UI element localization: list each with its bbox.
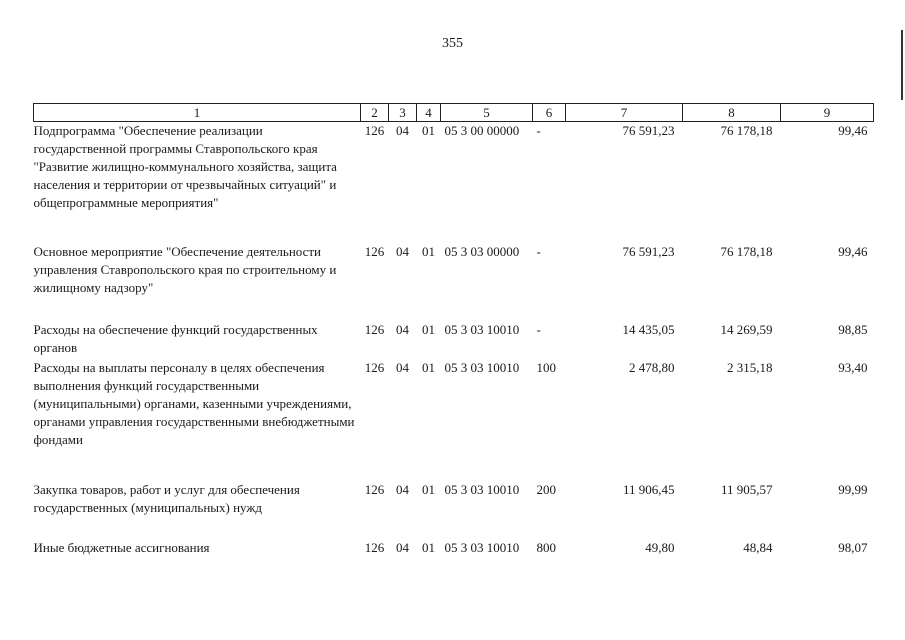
cell-target-code: 05 3 03 10010	[444, 481, 520, 497]
header-col-6: 6	[533, 104, 566, 122]
cell-plan: 76 591,23	[622, 243, 675, 259]
cell-expense-type: -	[536, 123, 541, 138]
cell-target-code: 05 3 03 10010	[444, 539, 520, 555]
cell-ministry: 126	[364, 123, 385, 138]
cell-subsection: 01	[422, 481, 435, 497]
cell-actual: 48,84	[743, 539, 773, 555]
cell-percent: 98,07	[838, 539, 868, 555]
cell-section: 04	[396, 321, 409, 337]
cell-plan: 14 435,05	[622, 321, 675, 337]
cell-actual: 2 315,18	[727, 359, 773, 375]
table-row	[34, 481, 874, 539]
row-name: Иные бюджетные ассигнования	[33, 539, 210, 555]
header-col-5: 5	[441, 104, 533, 122]
cell-plan: 49,80	[645, 539, 675, 555]
cell-expense-type: -	[536, 321, 541, 337]
cell-subsection: 01	[422, 321, 435, 337]
cell-expense-type: 100	[536, 359, 556, 375]
cell-percent: 99,99	[838, 481, 868, 497]
cell-section: 04	[396, 359, 409, 375]
cell-section: 04	[396, 243, 409, 259]
cell-percent: 93,40	[838, 359, 868, 375]
cell-actual: 14 269,59	[720, 321, 773, 337]
row-name: Основное мероприятие "Обеспечение деятельности управления Ставропольского края по строительному и жилищному надзору"	[33, 243, 337, 295]
cell-plan: 2 478,80	[629, 359, 675, 375]
cell-ministry: 126	[364, 243, 385, 259]
cell-percent: 98,85	[838, 321, 868, 337]
cell-section: 04	[396, 539, 409, 555]
cell-ministry: 126	[364, 539, 385, 555]
cell-actual: 76 178,18	[720, 243, 773, 259]
cell-ministry: 126	[364, 359, 385, 375]
cell-ministry: 126	[364, 321, 385, 337]
cell-subsection: 01	[422, 359, 435, 375]
header-col-8: 8	[683, 104, 781, 122]
table-row	[34, 243, 874, 321]
cell-subsection: 01	[422, 539, 435, 555]
header-col-3: 3	[389, 104, 417, 122]
cell-expense-type: 800	[536, 539, 556, 555]
row-name: Расходы на выплаты персоналу в целях обеспечения выполнения функций государственными (муниципальными) органами, казенными учреждениями, органами управления государственными внебюджетными фондами	[33, 359, 355, 447]
cell-subsection: 01	[422, 243, 435, 259]
cell-plan: 11 906,45	[622, 481, 675, 497]
scan-edge-line	[901, 30, 903, 100]
cell-target-code: 05 3 03 00000	[444, 243, 520, 259]
page-number: 355	[442, 36, 463, 51]
header-col-9: 9	[781, 104, 874, 122]
cell-ministry: 126	[364, 481, 385, 497]
row-name: Закупка товаров, работ и услуг для обеспечения государственных (муниципальных) нужд	[33, 481, 300, 515]
cell-target-code: 05 3 03 10010	[444, 321, 520, 337]
header-col-4: 4	[417, 104, 441, 122]
table-row	[34, 122, 874, 243]
cell-subsection: 01	[422, 123, 435, 138]
cell-percent: 99,46	[838, 243, 868, 259]
header-col-2: 2	[361, 104, 389, 122]
row-name: Подпрограмма "Обеспечение реализации государственной программы Ставропольского края "Развитие жилищно-коммунального хозяйства, защита населения и территории от чрезвычайных ситуаций" и общепрограммные мероприятия"	[33, 123, 337, 210]
table-row	[34, 359, 874, 481]
cell-actual: 11 905,57	[720, 481, 773, 497]
row-name: Расходы на обеспечение функций государственных органов	[33, 321, 318, 355]
table-row	[34, 539, 874, 559]
cell-target-code: 05 3 03 10010	[444, 359, 520, 375]
cell-plan: 76 591,23	[622, 123, 675, 138]
cell-expense-type: 200	[536, 481, 556, 497]
cell-actual: 76 178,18	[720, 123, 773, 138]
header-col-7: 7	[566, 104, 683, 122]
cell-percent: 99,46	[838, 123, 868, 138]
cell-expense-type: -	[536, 243, 541, 259]
header-col-1: 1	[34, 104, 361, 122]
cell-section: 04	[396, 123, 409, 138]
cell-section: 04	[396, 481, 409, 497]
header-row	[34, 104, 874, 122]
table-row	[34, 321, 874, 359]
budget-table	[33, 103, 874, 559]
cell-target-code: 05 3 00 00000	[444, 123, 520, 138]
